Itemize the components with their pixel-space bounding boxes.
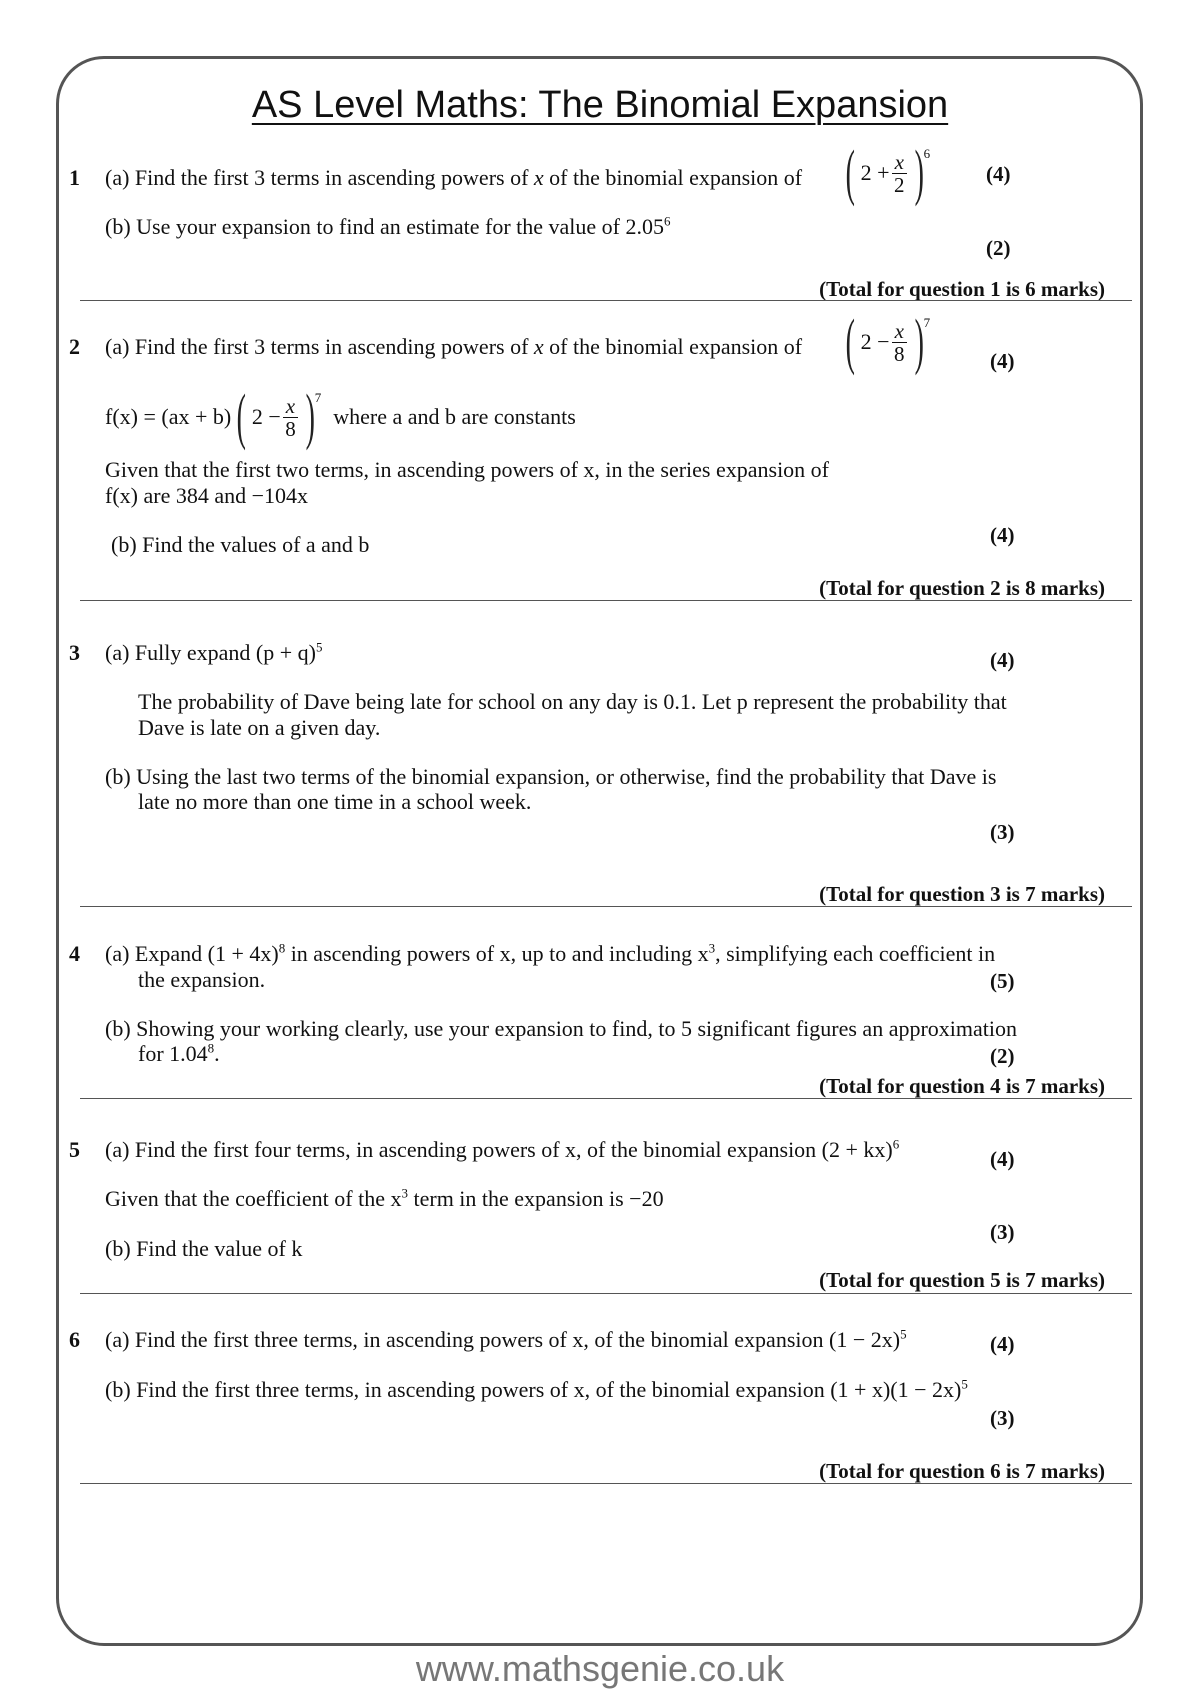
question-2b-text: (b) Find the values of a and b [111,532,370,557]
divider [80,600,1132,601]
question-2-total: (Total for question 2 is 8 marks) [819,576,1105,600]
divider [80,906,1132,907]
question-6a-text: (a) Find the first three terms, in ascending powers of x, of the binomial expansion $(1 - 2x)^5$ [105,1326,907,1352]
question-3-info-line2: Dave is late on a given day. [138,715,381,740]
question-1a-marks: (4) [986,162,1011,186]
question-5-number: 5 [69,1137,80,1162]
question-1a-text: (a) Find the first 3 terms in ascending powers of x of the binomial expansion of [105,165,803,190]
question-2a-marks: (4) [990,349,1015,373]
website-footer: www.mathsgenie.co.uk [415,1648,785,1689]
question-6b-marks: (3) [990,1406,1015,1430]
question-3b-line1: (b) Using the last two terms of the binomial expansion, or otherwise, find the probability that Dave is [105,764,997,789]
question-4-number: 4 [69,941,80,966]
question-1-number: 1 [69,165,80,190]
question-5-total: (Total for question 5 is 7 marks) [819,1268,1105,1292]
question-2-given-line1: Given that the first two terms, in ascending powers of x, in the series expansion of [105,457,830,482]
question-4a-line2: the expansion. [138,967,266,992]
question-2-expression: ( 2 − $\frac{x}{8}$ ) 7 [845,308,931,376]
question-1-total: (Total for question 1 is 6 marks) [819,277,1105,301]
question-6-total: (Total for question 6 is 7 marks) [819,1459,1105,1483]
question-2a-text: (a) Find the first 3 terms in ascending powers of x of the binomial expansion of [105,334,803,359]
question-5b-text: (b) Find the value of k [105,1236,303,1261]
question-1b-text: (b) Use your expansion to find an estimate for the value of 2.05$^6$ [105,213,671,239]
question-5a-marks: (4) [990,1147,1015,1171]
question-2b-marks: (4) [990,523,1015,547]
question-2-given-line2: f(x) are 384 and −104x [105,483,309,508]
question-3a-text: (a) Fully expand $(p + q)^5$ [105,639,323,665]
question-3-info-line1: The probability of Dave being late for school on any day is 0.1. Let p represent the probability that [138,689,1007,714]
question-3a-marks: (4) [990,648,1015,672]
question-5a-text: (a) Find the first four terms, in ascending powers of x, of the binomial expansion (2 + kx)$^6$ [105,1136,900,1162]
question-4b-marks: (2) [990,1044,1015,1068]
question-3b-marks: (3) [990,820,1015,844]
question-4a-marks: (5) [990,969,1015,993]
function-definition: f(x) = (ax + b) ( 2 − $\frac{x}{8}$ ) 7 where a and b are constants [105,383,576,451]
question-4-total: (Total for question 4 is 7 marks) [819,1074,1105,1098]
question-5-given: Given that the coefficient of the $x^3$ term in the expansion is −20 [105,1185,664,1211]
question-4a-line1: (a) Expand $(1 + 4x)^8$ in ascending powers of x, up to and including $x^3$, simplifying each coefficient in [105,940,996,966]
question-3-number: 3 [69,640,80,665]
question-4b-line1: (b) Showing your working clearly, use your expansion to find, to 5 significant figures an approximation [105,1016,1018,1041]
question-5b-marks: (3) [990,1220,1015,1244]
divider [80,1483,1132,1484]
question-3b-line2: late no more than one time in a school week. [138,789,532,814]
question-1-expression: ( 2 + $\frac{x}{2}$ ) 6 [845,139,931,207]
question-1b-marks: (2) [986,236,1011,260]
question-6b-text: (b) Find the first three terms, in ascending powers of x, of the binomial expansion $(1 + x)(1 - 2x)^5$ [105,1376,968,1402]
question-4b-line2: for 1.04$^8$. [138,1040,220,1066]
question-3-total: (Total for question 3 is 7 marks) [819,882,1105,906]
question-6-number: 6 [69,1327,80,1352]
question-6a-marks: (4) [990,1332,1015,1356]
divider [80,1293,1132,1294]
question-2-number: 2 [69,334,80,359]
divider [80,1098,1132,1099]
divider [80,300,1132,301]
page-title: AS Level Maths: The Binomial Expansion [251,84,949,126]
